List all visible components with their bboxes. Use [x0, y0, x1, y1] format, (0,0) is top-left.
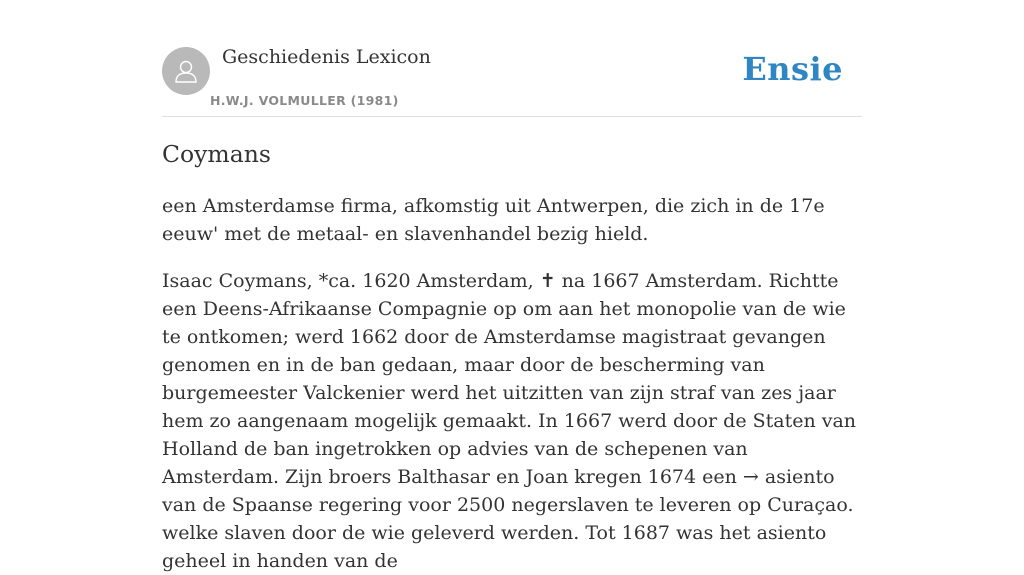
ensie-logo[interactable]: Ensie: [742, 50, 843, 88]
article-paragraph: een Amsterdamse firma, afkomstig uit Antwerpen, die zich in de 17e eeuw' met de metaal- en slavenhandel bezig hield.: [162, 195, 825, 245]
author-label[interactable]: H.W.J. VOLMULLER (1981): [210, 93, 399, 108]
page-container: [162, 0, 862, 572]
user-avatar-icon[interactable]: [162, 47, 210, 95]
source-header: [162, 0, 862, 117]
article-title: Coymans: [162, 140, 271, 168]
person-outline-icon: [171, 56, 201, 86]
source-title[interactable]: Geschiedenis Lexicon: [222, 46, 431, 68]
article-paragraph: Isaac Coymans, *ca. 1620 Amsterdam, ✝ na 1667 Amsterdam. Richtte een Deens-Afrikaanse Compagnie op om aan het monopolie van de wie te ontkomen; werd 1662 door de Amsterdamse magistraat gevangen genomen en in de ban gedaan, maar door de bescherming van burgemeester Valckenier werd het uitzitten van zijn straf van zes jaar hem zo aangenaam mogelijk gemaakt. In 1667 werd door de Staten van Holland de ban ingetrokken op advies van de schepenen van Amsterdam. Zijn broers Balthasar en Joan kregen 1674 een → asiento van de Spaanse regering voor 2500 negerslaven te leveren op Curaçao. welke slaven door de wie geleverd werden. Tot 1687 was het asiento geheel in handen van de: [162, 270, 857, 572]
